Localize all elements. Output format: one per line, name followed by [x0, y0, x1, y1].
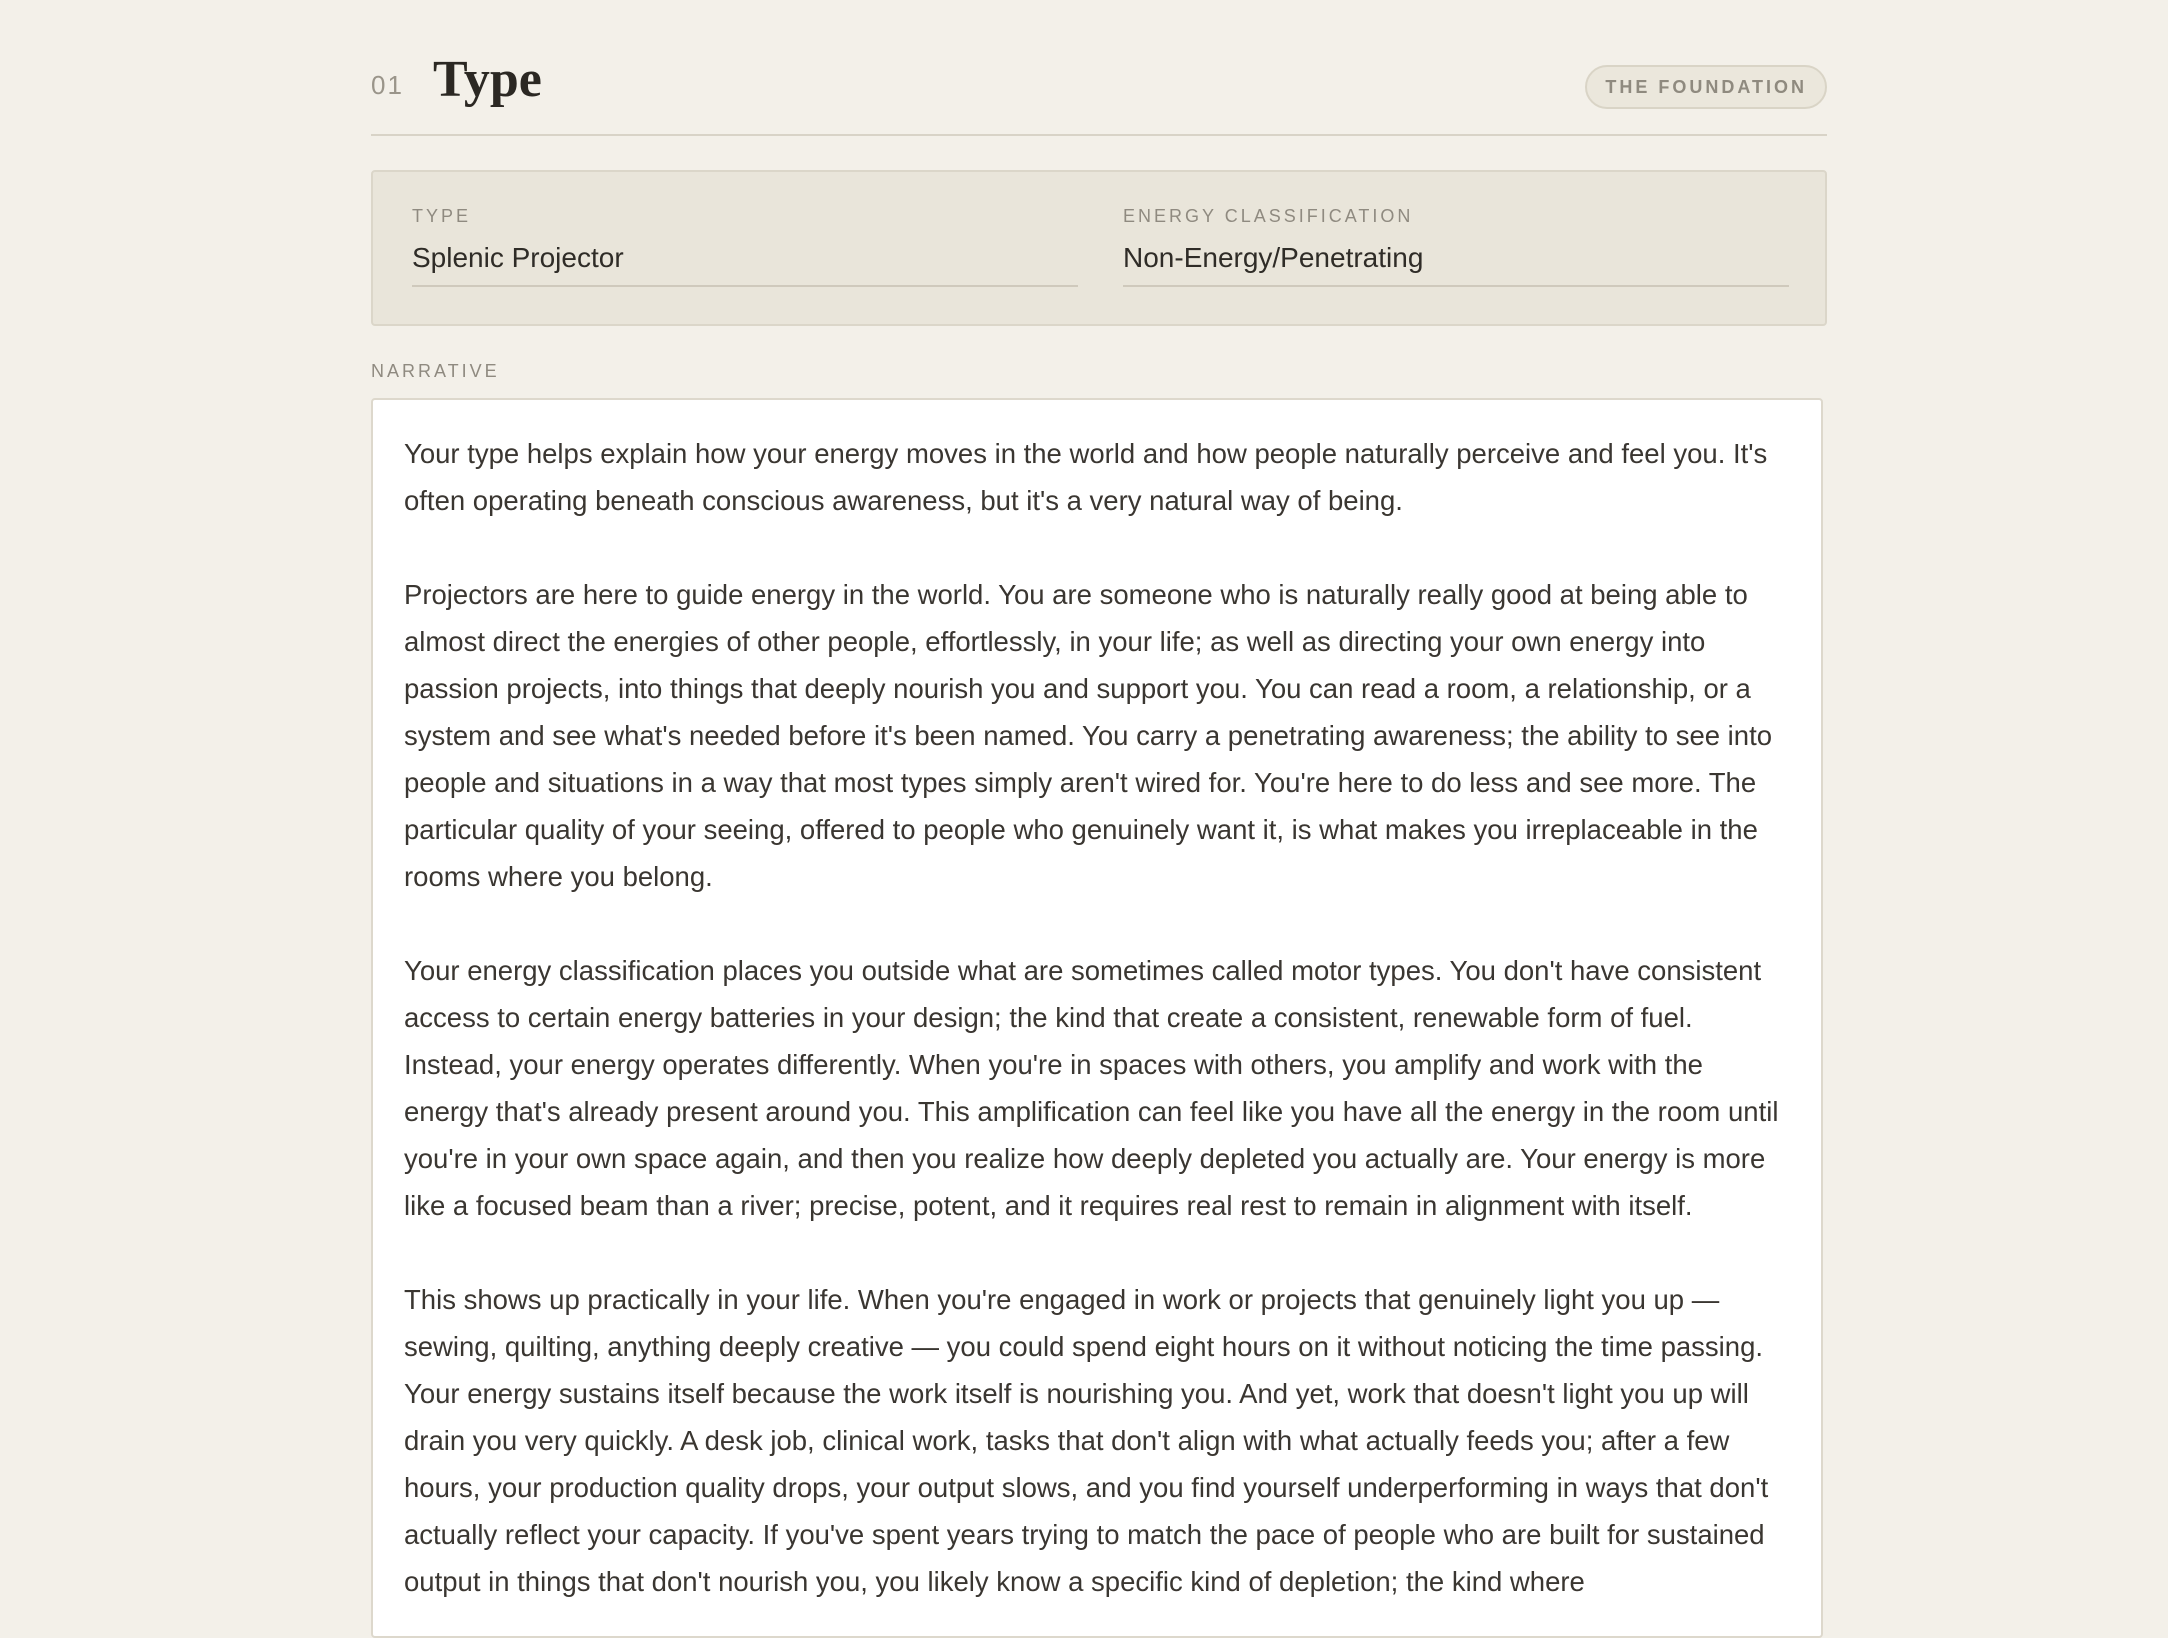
narrative-paragraph: Your type helps explain how your energy moves in the world and how people naturally perceive and feel you. It's often operating beneath conscious awareness, but it's a very natural way of being. — [404, 438, 1768, 516]
section-number: 01 — [371, 70, 404, 100]
narrative-paragraph: Your energy classification places you outside what are sometimes called motor types. You don't have consistent access to certain energy batteries in your design; the kind that create a consistent, renewable form of fuel. Instead, your energy operates differently. When you're in spaces with others, you amplify and work with the energy that's already present around you. This amplification can feel like you have all the energy in the room until you're in your own space again, and then you realize how deeply depleted you actually are. Your energy is more like a focused beam than a river; precise, potent, and it requires real rest to remain in alignment with itself. — [404, 955, 1779, 1221]
energy-classification-field[interactable] — [1123, 206, 1789, 287]
section-header — [371, 52, 1827, 136]
page — [371, 0, 1827, 1595]
energy-classification-label: ENERGY CLASSIFICATION — [1123, 206, 1414, 226]
section-badge: THE FOUNDATION — [1585, 65, 1827, 109]
narrative-paragraph: This shows up practically in your life. When you're engaged in work or projects that genuinely light you up — sewing, quilting, anything deeply creative — you could spend eight hours on it without noticing the time passing. Your energy sustains itself because the work itself is nourishing you. And yet, work that doesn't light you up will drain you very quickly. A desk job, clinical work, tasks that don't align with what actually feeds you; after a few hours, your production quality drops, your output slows, and you find yourself underperforming in ways that don't actually reflect your capacity. If you've spent years trying to match the pace of people who are built for sustained output in things that don't nourish you, you likely know a specific kind of depletion; the kind where — [404, 1284, 1769, 1597]
type-field-value[interactable]: Splenic Projector — [412, 239, 1078, 287]
section-title: Type — [433, 51, 542, 108]
type-field[interactable] — [412, 206, 1078, 287]
type-fields-panel — [371, 170, 1827, 326]
energy-classification-value[interactable]: Non-Energy/Penetrating — [1123, 239, 1789, 287]
narrative-paragraph: Projectors are here to guide energy in the world. You are someone who is naturally really good at being able to almost direct the energies of other people, effortlessly, in your life; as well as directing your own energy into passion projects, into things that deeply nourish you and support you. You can read a room, a relationship, or a system and see what's needed before it's been named. You carry a penetrating awareness; the ability to see into people and situations in a way that most types simply aren't wired for. You're here to do less and see more. The particular quality of your seeing, offered to people who genuinely want it, is what makes you irreplaceable in the rooms where you belong. — [404, 579, 1773, 892]
narrative-label: NARRATIVE — [371, 361, 500, 381]
narrative-textarea[interactable] — [371, 398, 1823, 1638]
type-field-label: TYPE — [412, 206, 472, 226]
